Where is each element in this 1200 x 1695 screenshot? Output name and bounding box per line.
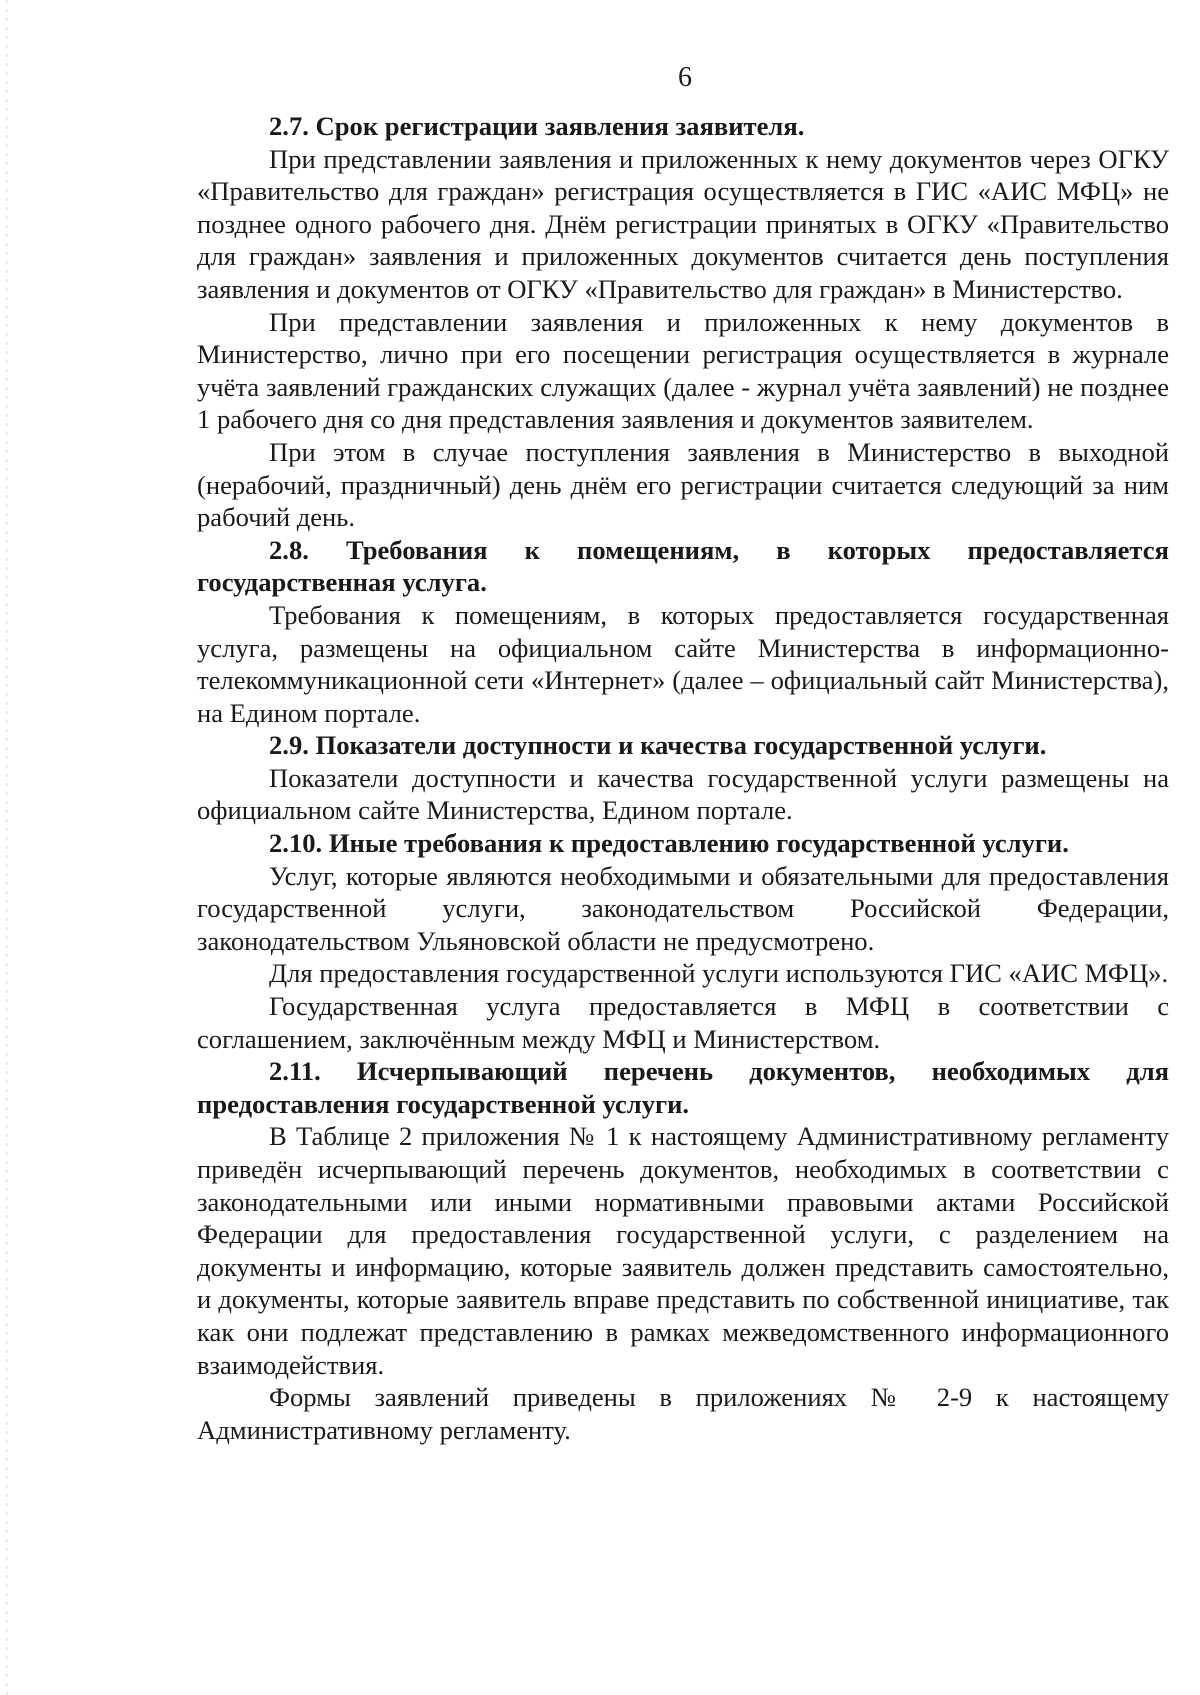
section-heading-2-8: 2.8. Требования к помещениям, в которых предоставляется государственная услуга. bbox=[197, 534, 1169, 598]
section-heading-2-7: 2.7. Срок регистрации заявления заявителя. bbox=[269, 111, 805, 141]
paragraph: При представлении заявления и приложенных к нему документов через ОГКУ «Правительство для граждан» регистрация осуществляется в ГИС «АИС МФЦ» не позднее одного рабочего дня. Днём регистрации принятых в ОГКУ «Правительство для граждан» заявления и приложенных документов считается день поступления заявления и документов от ОГКУ «Правительство для граждан» в Министерство. bbox=[197, 143, 1169, 304]
paragraph: Государственная услуга предоставляется в МФЦ в соответствии с соглашением, заключённым между МФЦ и Министерством. bbox=[197, 991, 1169, 1054]
section-heading-2-9: 2.9. Показатели доступности и качества государственной услуги. bbox=[269, 730, 1047, 761]
document-body bbox=[197, 110, 1169, 1446]
scan-edge-dots bbox=[6, 0, 8, 1695]
paragraph: Услуг, которые являются необходимыми и обязательными для предоставления государственной услуги, законодательством Российской Федерации, законодательством Ульяновской области не предусмотрено. bbox=[197, 860, 1169, 956]
paragraph: Показатели доступности и качества государственной услуги размещены на официальном сайте Министерства, Едином портале. bbox=[197, 762, 1169, 826]
section-heading-2-10: 2.10. Иные требования к предоставлению государственной услуги. bbox=[269, 828, 1069, 859]
paragraph: При представлении заявления и приложенных к нему документов в Министерство, лично при его посещении регистрация осуществляется в журнале учёта заявлений гражданских служащих (далее - журнал учёта заявлений) не позднее 1 рабочего дня со дня представления заявления и документов заявителем. bbox=[197, 306, 1169, 435]
paragraph: При этом в случае поступления заявления в Министерство в выходной (нерабочий, праздничный) день днём его регистрации считается следующий за ним рабочий день. bbox=[197, 436, 1169, 533]
section-heading-2-11: 2.11. Исчерпывающий перечень документов, необходимых для предоставления государственной услуги. bbox=[197, 1056, 1169, 1119]
page-number: 6 bbox=[678, 62, 692, 93]
paragraph: Требования к помещениям, в которых предоставляется государственная услуга, размещены на официальном сайте Министерства в информационно-телекоммуникационной сети «Интернет» (далее – официальный сайт Министерства), на Едином портале. bbox=[197, 599, 1169, 728]
paragraph: В Таблице 2 приложения № 1 к настоящему Административному регламенту приведён исчерпывающий перечень документов, необходимых в соответствии с законодательными или иными нормативными правовыми актами Российской Федерации для предоставления государственной услуги, с разделением на документы и информацию, которые заявитель должен представить самостоятельно, и документы, которые заявитель вправе представить по собственной инициативе, так как они подлежат представлению в рамках межведомственного информационного взаимодействия. bbox=[197, 1121, 1169, 1380]
paragraph: Формы заявлений приведены в приложениях № 2-9 к настоящему Административному регламенту. bbox=[197, 1382, 1169, 1445]
paragraph: Для предоставления государственной услуги используются ГИС «АИС МФЦ». bbox=[269, 958, 1169, 989]
